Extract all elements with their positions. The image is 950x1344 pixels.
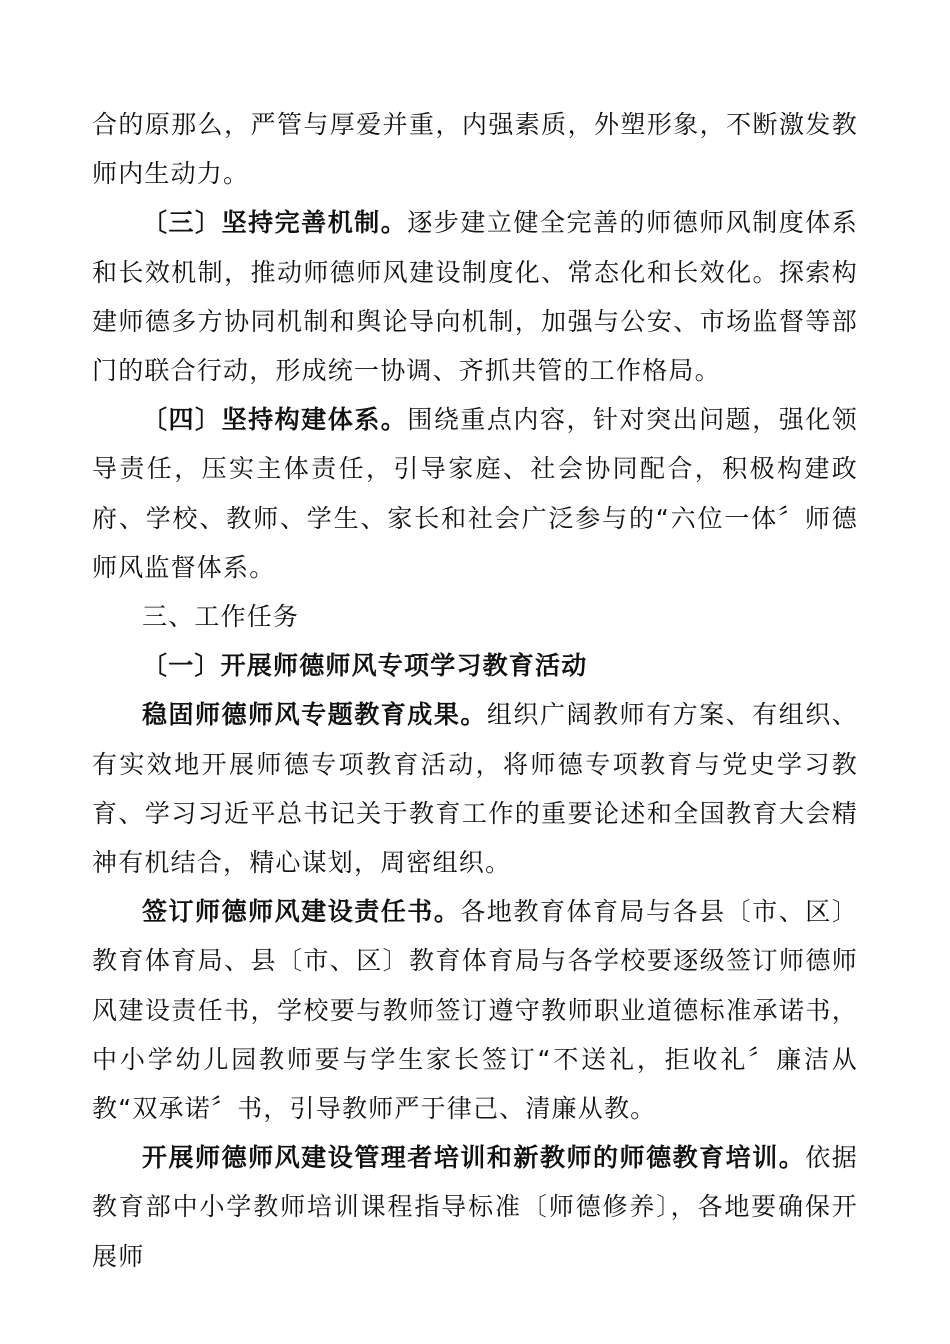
paragraph-responsibility-letter — [92, 887, 858, 1133]
paragraph-text: 围绕重点内容，针对突出问题，强化领导责任，压实主体责任，引导家庭、社会协同配合，积极构建政府、学校、教师、学生、家长和社会广泛参与的“六位一体〞师德师风监督体系。 — [92, 405, 858, 582]
paragraph-text: 逐步建立健全完善的师德师风制度体系和长效机制，推动师德师风建设制度化、常态化和长效化。探索构建师德多方协同机制和舆论导向机制，加强与公安、市场监督等部门的联合行动，形成统一协调、齐抓共管的工作格局。 — [92, 208, 858, 386]
paragraph-lead: 〔三〕坚持完善机制。 — [142, 208, 408, 238]
paragraph-text: 合的原那么，严管与厚爱并重，内强素质，外塑形象，不断激发教师内生动力。 — [92, 110, 858, 189]
subsection-heading: 〔一〕开展师德师风专项学习教育活动 — [142, 651, 588, 681]
paragraph-lead: 签订师德师风建设责任书。 — [142, 897, 461, 927]
paragraph-text: 依据教育部中小学教师培训课程指导标准〔师德修养〕，各地要确保开展师 — [92, 1143, 858, 1271]
document-page — [92, 100, 858, 1281]
paragraph-build-system — [92, 395, 858, 592]
paragraph-continuation — [92, 100, 858, 198]
paragraph-improve-mechanism — [92, 198, 858, 395]
paragraph-text: 各地教育体育局与各县〔市、区〕教育体育局、县〔市、区〕教育体育局与各学校要逐级签订师德师风建设责任书，学校要与教师签订遵守教师职业道德标准承诺书，中小学幼儿园教师要与学生家长签订“不送礼，拒收礼〞廉洁从教“双承诺〞书，引导教师严于律己、清廉从教。 — [92, 897, 858, 1124]
section-heading: 三、工作任务 — [142, 602, 300, 632]
paragraph-lead: 〔四〕坚持构建体系。 — [142, 405, 408, 435]
paragraph-lead: 开展师德师风建设管理者培训和新教师的师德教育培训。 — [142, 1143, 806, 1173]
paragraph-education-results — [92, 690, 858, 887]
paragraph-training — [92, 1133, 858, 1281]
paragraph-lead: 稳固师德师风专题教育成果。 — [142, 700, 487, 730]
paragraph-text: 组织广阔教师有方案、有组织、有实效地开展师德专项教育活动，将师德专项教育与党史学习教育、学习习近平总书记关于教育工作的重要论述和全国教育大会精神有机结合，精心谋划，周密组织。 — [92, 700, 858, 878]
